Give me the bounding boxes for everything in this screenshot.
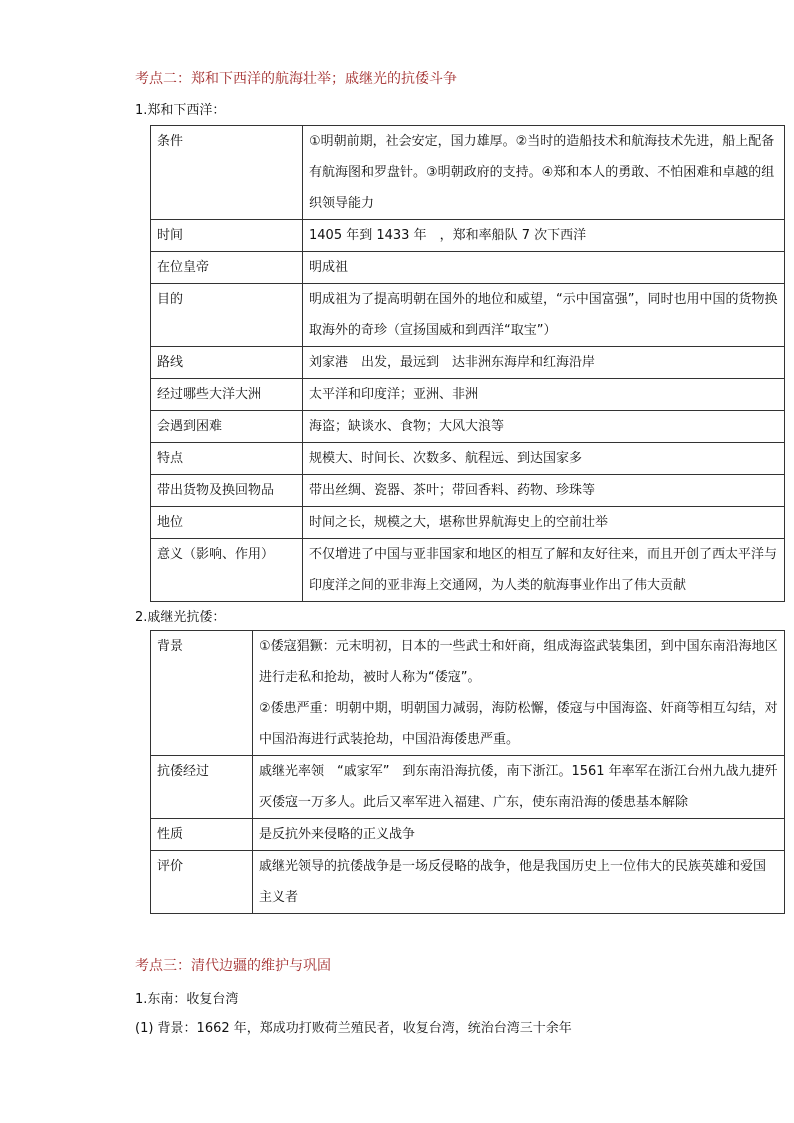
row-value: 带出丝绸、瓷器、茶叶；带回香料、药物、珍珠等 [303, 475, 785, 507]
row-value: 刘家港 出发，最远到 达非洲东海岸和红海沿岸 [303, 347, 785, 379]
table-row [151, 475, 785, 507]
table-row [151, 756, 785, 819]
row-value: 明成祖为了提高明朝在国外的地位和威望，“示中国富强”，同时也用中国的货物换取海外的奇珍（宣扬国威和到西洋“取宝”） [303, 284, 785, 347]
row-key: 背景 [151, 631, 253, 756]
taiwan-title: 1.东南：收复台湾 [135, 992, 239, 1007]
table-row [151, 252, 785, 284]
row-value: 规模大、时间长、次数多、航程远、到达国家多 [303, 443, 785, 475]
table-row [151, 851, 785, 914]
row-key: 会遇到困难 [151, 411, 303, 443]
qijiguang-title: 2.戚继光抗倭： [135, 610, 226, 625]
table-row [151, 411, 785, 443]
row-key: 经过哪些大洋大洲 [151, 379, 303, 411]
background-point-1: ①倭寇猖獗：元末明初，日本的一些武士和奸商，组成海盗武装集团，到中国东南沿海地区进行走私和抢劫，被时人称为“倭寇”。 [259, 639, 778, 685]
table-row [151, 220, 785, 252]
row-key: 抗倭经过 [151, 756, 253, 819]
row-key: 性质 [151, 819, 253, 851]
row-key: 评价 [151, 851, 253, 914]
row-key: 路线 [151, 347, 303, 379]
section-heading-3: 考点三：清代边疆的维护与巩固 [135, 958, 331, 974]
table-row [151, 539, 785, 602]
table-row [151, 379, 785, 411]
row-value: 1405 年到 1433 年 ，郑和率船队 7 次下西洋 [303, 220, 785, 252]
qijiguang-table [150, 630, 785, 914]
table-row [151, 347, 785, 379]
row-key: 在位皇帝 [151, 252, 303, 284]
background-point-2: ②倭患严重：明朝中期，明朝国力减弱，海防松懈，倭寇与中国海盗、奸商等相互勾结，对中国沿海进行武装抢劫，中国沿海倭患严重。 [259, 701, 778, 747]
row-value: 海盗；缺谈水、食物；大风大浪等 [303, 411, 785, 443]
row-value: 时间之长，规模之大，堪称世界航海史上的空前壮举 [303, 507, 785, 539]
row-value [253, 631, 785, 756]
zhenghe-table [150, 125, 785, 602]
row-key: 目的 [151, 284, 303, 347]
row-value: ①明朝前期，社会安定，国力雄厚。②当时的造船技术和航海技术先进，船上配备有航海图和罗盘针。③明朝政府的支持。④郑和本人的勇敢、不怕困难和卓越的组织领导能力 [303, 126, 785, 220]
row-key: 带出货物及换回物品 [151, 475, 303, 507]
table-row [151, 819, 785, 851]
table-row [151, 631, 785, 756]
row-key: 地位 [151, 507, 303, 539]
row-value: 戚继光领导的抗倭战争是一场反侵略的战争，他是我国历史上一位伟大的民族英雄和爱国主义者 [253, 851, 785, 914]
row-value: 戚继光率领 “戚家军” 到东南沿海抗倭，南下浙江。1561 年率军在浙江台州九战九捷歼灭倭寇一万多人。此后又率军进入福建、广东，使东南沿海的倭患基本解除 [253, 756, 785, 819]
row-key: 条件 [151, 126, 303, 220]
table-row [151, 284, 785, 347]
row-key: 意义（影响、作用） [151, 539, 303, 602]
table-row [151, 507, 785, 539]
taiwan-background: (1) 背景：1662 年，郑成功打败荷兰殖民者，收复台湾，统治台湾三十余年 [135, 1021, 572, 1036]
table-row [151, 126, 785, 220]
zhenghe-title: 1.郑和下西洋： [135, 103, 226, 118]
row-key: 时间 [151, 220, 303, 252]
row-key: 特点 [151, 443, 303, 475]
row-value: 明成祖 [303, 252, 785, 284]
section-heading-2: 考点二：郑和下西洋的航海壮举；戚继光的抗倭斗争 [135, 71, 457, 87]
row-value: 不仅增进了中国与亚非国家和地区的相互了解和友好往来，而且开创了西太平洋与印度洋之间的亚非海上交通网，为人类的航海事业作出了伟大贡献 [303, 539, 785, 602]
row-value: 是反抗外来侵略的正义战争 [253, 819, 785, 851]
row-value: 太平洋和印度洋；亚洲、非洲 [303, 379, 785, 411]
table-row [151, 443, 785, 475]
